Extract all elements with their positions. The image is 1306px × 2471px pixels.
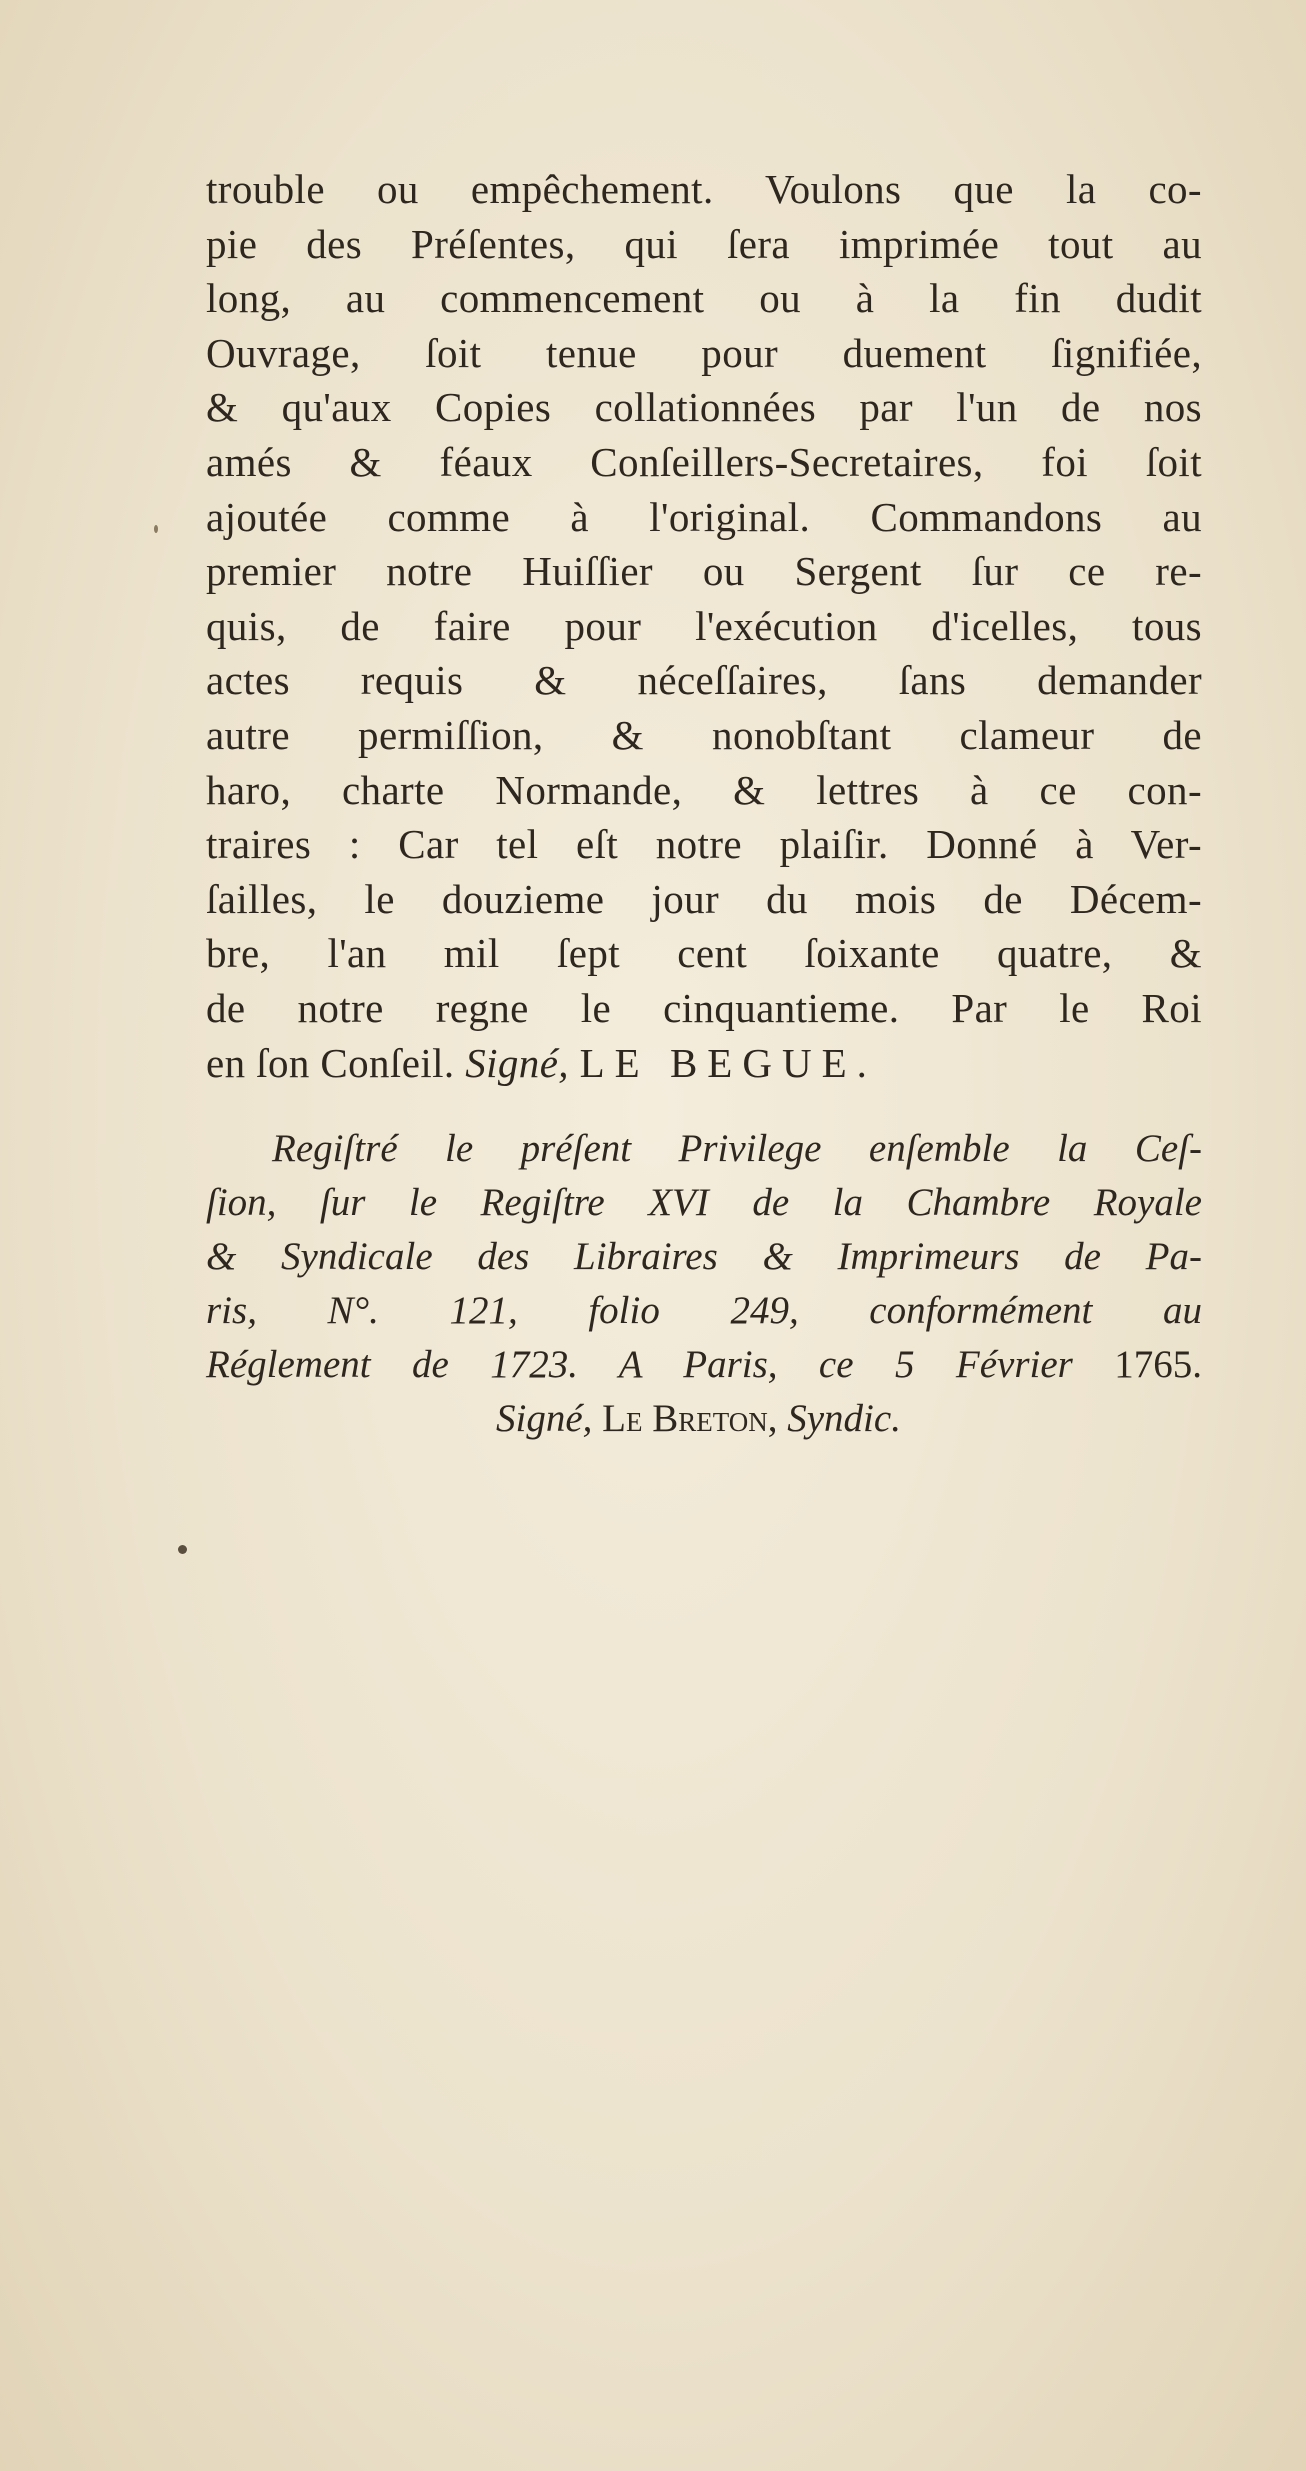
ink-spot bbox=[178, 1545, 187, 1554]
syndic-signature-line bbox=[206, 1392, 1202, 1446]
signature-line bbox=[206, 1036, 1202, 1091]
text-line: pie des Préſentes, qui ſera imprimée tout au bbox=[206, 220, 1202, 267]
text-line: trouble ou empêchement. Voulons que la co- bbox=[206, 166, 1202, 212]
signatory-name: LE BEGUE. bbox=[579, 1039, 877, 1086]
text-line: autre permiſſion, & nonobſtant clameur de bbox=[206, 711, 1202, 758]
text-line: actes requis & néceſſaires, ſans demander bbox=[206, 657, 1202, 704]
registration-note bbox=[206, 1122, 1202, 1446]
text-line: long, au commencement ou à la fin dudit bbox=[206, 275, 1202, 322]
text-line: ris, N°. 121, folio 249, conformément au bbox=[206, 1289, 1202, 1332]
year: 1765. bbox=[1114, 1343, 1202, 1386]
privilege-text bbox=[206, 162, 1202, 1090]
signed-label: Signé, bbox=[465, 1039, 569, 1086]
text-line: ſailles, le douzieme jour du mois de Décem- bbox=[206, 875, 1202, 922]
text-line: de notre regne le cinquantieme. Par le Roi bbox=[206, 984, 1202, 1031]
text-line: haro, charte Normande, & lettres à ce con- bbox=[206, 766, 1202, 813]
syndic-title: Syndic. bbox=[787, 1397, 901, 1440]
signed-label: Signé, bbox=[496, 1397, 593, 1440]
ink-spot bbox=[154, 525, 158, 533]
text-line: & Syndicale des Libraires & Imprimeurs de Pa- bbox=[206, 1235, 1202, 1278]
text-line: traires : Car tel eſt notre plaiſir. Donné à Ver- bbox=[206, 821, 1202, 868]
text-line bbox=[206, 1338, 1202, 1392]
text-line: bre, l'an mil ſept cent ſoixante quatre, & bbox=[206, 930, 1202, 977]
text-line: ajoutée comme à l'original. Commandons au bbox=[206, 493, 1202, 540]
text-line: premier notre Huiſſier ou Sergent ſur ce re- bbox=[206, 548, 1202, 595]
text-line: & qu'aux Copies collationnées par l'un de nos bbox=[206, 384, 1202, 431]
text-line: Ouvrage, ſoit tenue pour duement ſignifiée, bbox=[206, 329, 1202, 376]
text-line: ſion, ſur le Regiſtre XVI de la Chambre Royale bbox=[206, 1181, 1202, 1224]
text-line: Regiſtré le préſent Privilege enſemble la Ceſ- bbox=[272, 1127, 1202, 1170]
syndic-name: Le Breton, bbox=[602, 1397, 778, 1440]
text-fragment: Réglement de 1723. A Paris, ce 5 Février bbox=[206, 1343, 1073, 1386]
text-line: amés & féaux Conſeillers-Secretaires, foi ſoit bbox=[206, 438, 1202, 485]
text-fragment: en ſon Conſeil. bbox=[206, 1039, 455, 1086]
text-line: quis, de faire pour l'exécution d'icelles, tous bbox=[206, 602, 1202, 649]
